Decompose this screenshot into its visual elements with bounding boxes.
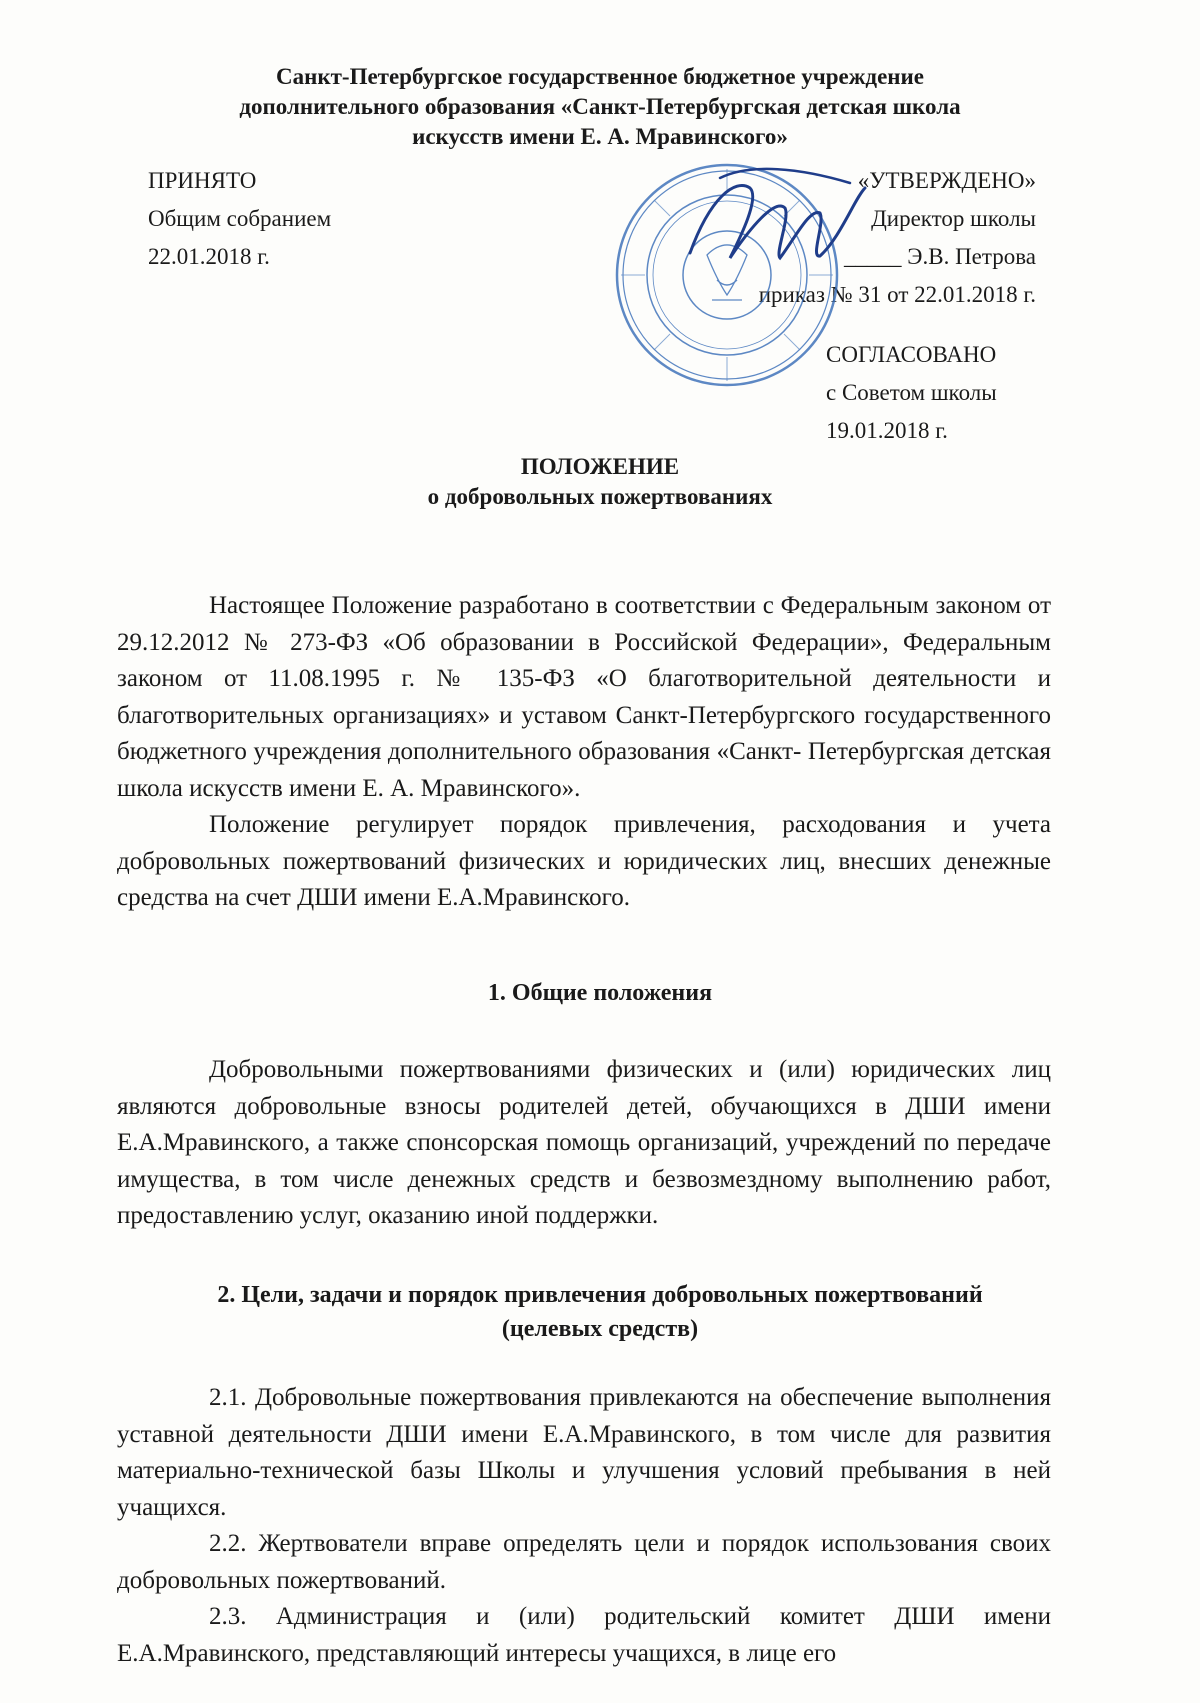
document-subtitle: о добровольных пожертвованиях (427, 484, 773, 509)
accepted-title: ПРИНЯТО (148, 168, 257, 193)
agreed-with: с Советом школы (826, 380, 997, 405)
section-2-paragraph-1: 2.1. Добровольные пожертвования привлекаются на обеспечение выполнения уставной деятельности ДШИ имени Е.А.Мравинского, в том числе для развития материально-технической базы Школы и улучшения условий пребывания в ней учащихся. (117, 1384, 1051, 1521)
header-line-2: дополнительного образования «Санкт-Петербургская детская школа (239, 94, 961, 119)
section-1-paragraph-1: Добровольными пожертвованиями физических и (или) юридических лиц являются добровольные взносы родителей детей, обучающихся в ДШИ имени Е.А.Мравинского, а также спонсорская помощь организаций, учреждений по передаче имущества, в том числе денежных средств и безвозмездному выполнению работ, предоставлению услуг, оказанию иной поддержки. (117, 1056, 1051, 1229)
agreed-date: 19.01.2018 г. (826, 418, 948, 443)
approved-title: «УТВЕРЖДЕНО» (857, 168, 1036, 193)
intro-paragraph-1: Настоящее Положение разработано в соответствии с Федеральным законом от 29.12.2012 № 273-ФЗ «Об образовании в Российской Федерации», Федеральным законом от 11.08.1995 г. № 135-ФЗ «О благотворительной деятельности и благотворительных организациях» и уставом Санкт-Петербургского государственного бюджетного учреждения дополнительного образования «Санкт- Петербургская детская школа искусств имени Е. А. Мравинского». (117, 592, 1051, 802)
header-line-3: искусств имени Е. А. Мравинского» (412, 124, 788, 149)
section-2-paragraph-3: 2.3. Администрация и (или) родительский комитет ДШИ имени Е.А.Мравинского, представляющий интересы учащихся, в лице его (117, 1603, 1051, 1667)
section-2-text (117, 1380, 1051, 1672)
approved-director: _____ Э.В. Петрова (844, 244, 1036, 269)
document-title-block (0, 452, 1200, 512)
institution-header (150, 62, 1050, 152)
section-2-heading-line-2: (целевых средств) (501, 1316, 699, 1342)
intro-text (117, 588, 1051, 917)
intro-paragraph-2: Положение регулирует порядок привлечения, расходования и учета добровольных пожертвований физических и юридических лиц, внесших денежные средства на счет ДШИ имени Е.А.Мравинского. (117, 811, 1051, 911)
document-title: ПОЛОЖЕНИЕ (520, 454, 680, 479)
section-2-heading-line-1: 2. Цели, задачи и порядок привлечения добровольных пожертвований (217, 1282, 983, 1308)
accepted-block (148, 162, 331, 276)
accepted-date: 22.01.2018 г. (148, 244, 270, 269)
accepted-by: Общим собранием (148, 206, 332, 231)
director-signature-icon (680, 158, 880, 298)
section-2-paragraph-2: 2.2. Жертвователи вправе определять цели и порядок использования своих добровольных пожертвований. (117, 1530, 1051, 1594)
agreed-block (826, 336, 997, 450)
header-line-1: Санкт-Петербургское государственное бюджетное учреждение (276, 64, 924, 89)
section-1-text (117, 1052, 1051, 1235)
section-1-heading: 1. Общие положения (487, 980, 713, 1006)
section-2-heading (0, 1278, 1200, 1346)
approved-position: Директор школы (871, 206, 1036, 231)
agreed-title: СОГЛАСОВАНО (826, 342, 997, 367)
approved-order: приказ № 31 от 22.01.2018 г. (758, 282, 1036, 307)
